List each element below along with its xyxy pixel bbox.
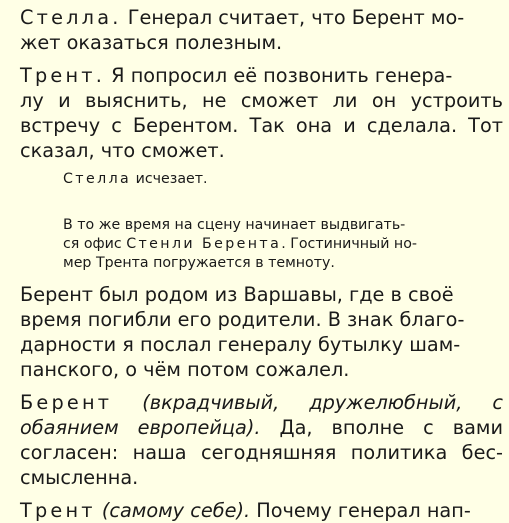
paragraph-narration	[20, 282, 503, 382]
character-name: Стенли Берента	[126, 236, 282, 252]
text-span: исчезает.	[131, 171, 208, 187]
paragraph-trent-2	[20, 498, 503, 523]
text-line	[20, 63, 503, 88]
text-line: время погибли его родители. В знак благо-	[20, 308, 465, 331]
text-span: Я попросил её позвонить генера-	[105, 64, 453, 87]
stage-note: (вкрадчивый, дружелюбный, с	[142, 391, 503, 414]
text-line	[20, 390, 503, 415]
paragraph-stella	[20, 5, 503, 55]
text-line: панского, о чём потом сожалел.	[20, 358, 350, 381]
speaker-name: Стелла	[63, 171, 132, 187]
text-line	[20, 5, 503, 30]
text-line	[63, 235, 503, 254]
text-line: смысленна.	[20, 466, 139, 489]
stage-direction	[20, 216, 503, 273]
text-span: Да, вполне с вами	[260, 416, 503, 439]
text-line: согласен: наша сегодняшняя политика бес-	[20, 441, 503, 464]
text-line: дарности я послал генералу бутылку шам-	[20, 333, 461, 356]
text-line: сказал, что сможет.	[20, 139, 225, 162]
speaker-name: Стелла.	[20, 6, 122, 29]
stage-note: (самому себе).	[101, 499, 251, 522]
speaker-name: Трент	[20, 499, 96, 522]
text-line: Берент был родом из Варшавы, где в своё	[20, 283, 454, 306]
speaker-name: Трент.	[20, 64, 106, 87]
text-line: жет оказаться полезным.	[20, 31, 283, 54]
stage-direction	[20, 170, 503, 189]
paragraph-berent	[20, 390, 503, 490]
text-line: встречу с Берентом. Так она и сделала. Тот	[20, 114, 503, 137]
text-line	[20, 415, 503, 440]
text-line	[63, 170, 503, 189]
text-line: В то же время на сцену начинает выдвигать-	[63, 217, 406, 233]
paragraph-trent	[20, 63, 503, 163]
text-span: . Гостиничный но-	[281, 236, 418, 252]
text-span: ся офис	[63, 236, 127, 252]
text-span: Почему генерал нап-	[250, 499, 471, 522]
speaker-name: Берент	[20, 391, 113, 414]
text-line: мер Трента погружается в темноту.	[63, 255, 335, 271]
text-line: лу и выяснить, не сможет ли он устроить	[20, 89, 503, 112]
text-span: Генерал считает, что Берент мо-	[121, 6, 465, 29]
stage-note: обаянием европейца).	[20, 416, 261, 439]
text-line	[20, 498, 503, 523]
